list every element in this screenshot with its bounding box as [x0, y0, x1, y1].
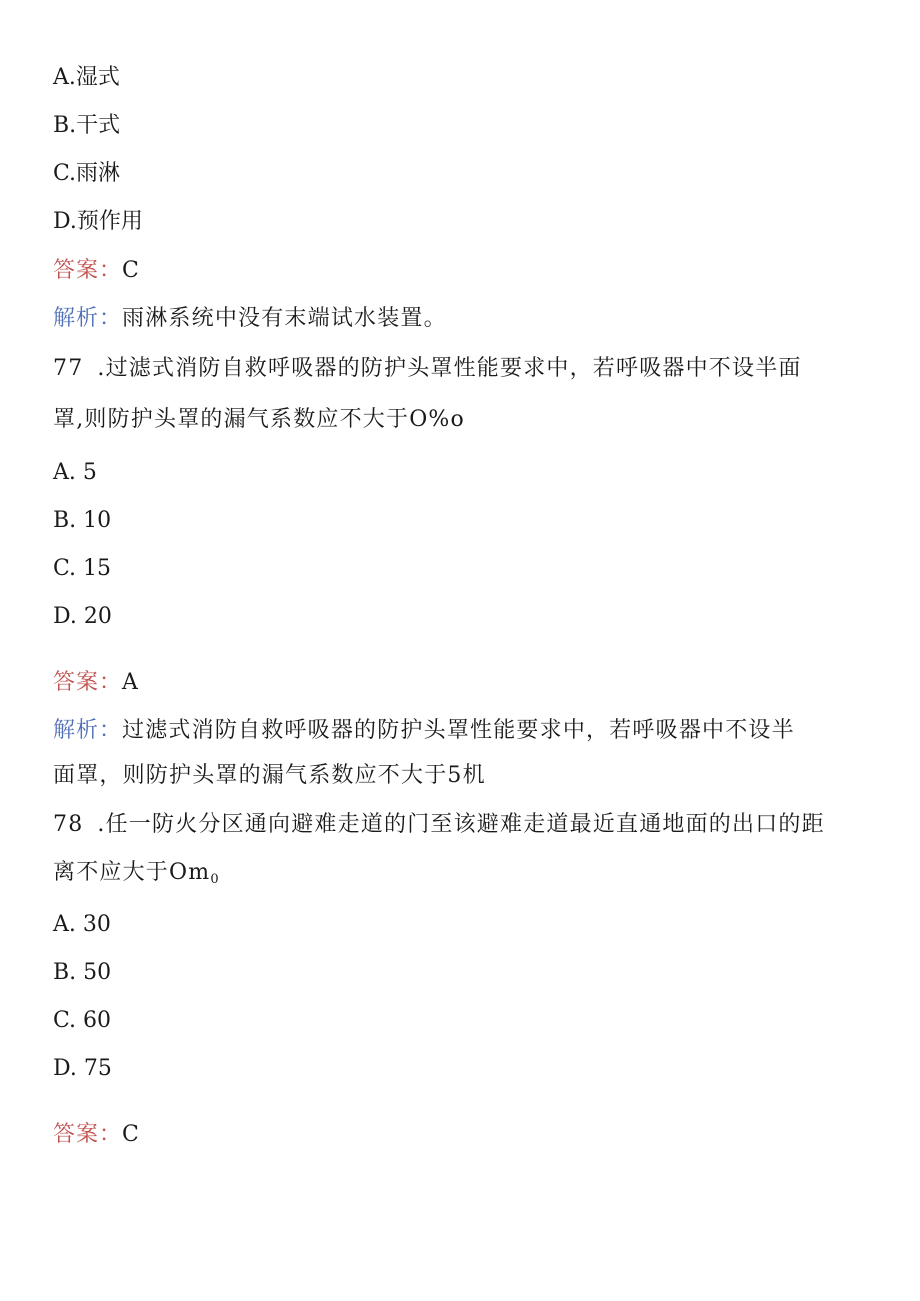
- question-77-line-2: 罩,则防护头罩的漏气系数应不大于O%o: [53, 407, 465, 432]
- answer-value: C: [122, 258, 139, 283]
- answer-label: 答案：: [53, 258, 123, 283]
- option-b: B. 50: [53, 960, 112, 985]
- option-a: A. 5: [53, 460, 97, 485]
- answer-row: [53, 256, 139, 286]
- option-d: D.预作用: [53, 209, 143, 234]
- option-b: B.干式: [53, 113, 121, 138]
- question-number: 77: [53, 356, 84, 381]
- option-d: D. 75: [53, 1056, 112, 1081]
- option-b: B. 10: [53, 508, 112, 533]
- answer-value: C: [122, 1122, 139, 1147]
- analysis-text: 雨淋系统中没有末端试水装置。: [122, 306, 447, 331]
- question-78-line-2: [53, 858, 220, 895]
- analysis-row: [53, 716, 795, 746]
- option-c: C. 60: [53, 1008, 112, 1033]
- option-c: C. 15: [53, 556, 112, 581]
- question-text: 离不应大于Om: [53, 860, 211, 885]
- question-77-line-1: [53, 354, 802, 384]
- option-a: A.湿式: [53, 65, 120, 90]
- option-d: D. 20: [53, 604, 112, 629]
- question-text: .过滤式消防自救呼吸器的防护头罩性能要求中，若呼吸器中不设半面: [97, 356, 802, 381]
- option-a: A. 30: [53, 912, 111, 937]
- analysis-text-line-2: 面罩，则防护头罩的漏气系数应不大于5机: [53, 763, 486, 788]
- analysis-label: 解析：: [53, 306, 123, 331]
- answer-row: [53, 668, 138, 698]
- analysis-row: [53, 304, 447, 334]
- answer-label: 答案：: [53, 670, 123, 695]
- question-number: 78: [53, 812, 84, 837]
- question-text: .任一防火分区通向避难走道的门至该避难走道最近直通地面的出口的距: [97, 812, 825, 837]
- analysis-label: 解析：: [53, 718, 123, 743]
- question-78-line-1: [53, 810, 825, 840]
- question-subscript: 0: [210, 872, 220, 887]
- analysis-text: 过滤式消防自救呼吸器的防护头罩性能要求中，若呼吸器中不设半: [122, 718, 795, 743]
- answer-row: [53, 1120, 139, 1150]
- option-c: C.雨淋: [53, 161, 121, 186]
- answer-label: 答案：: [53, 1122, 123, 1147]
- answer-value: A: [122, 670, 138, 695]
